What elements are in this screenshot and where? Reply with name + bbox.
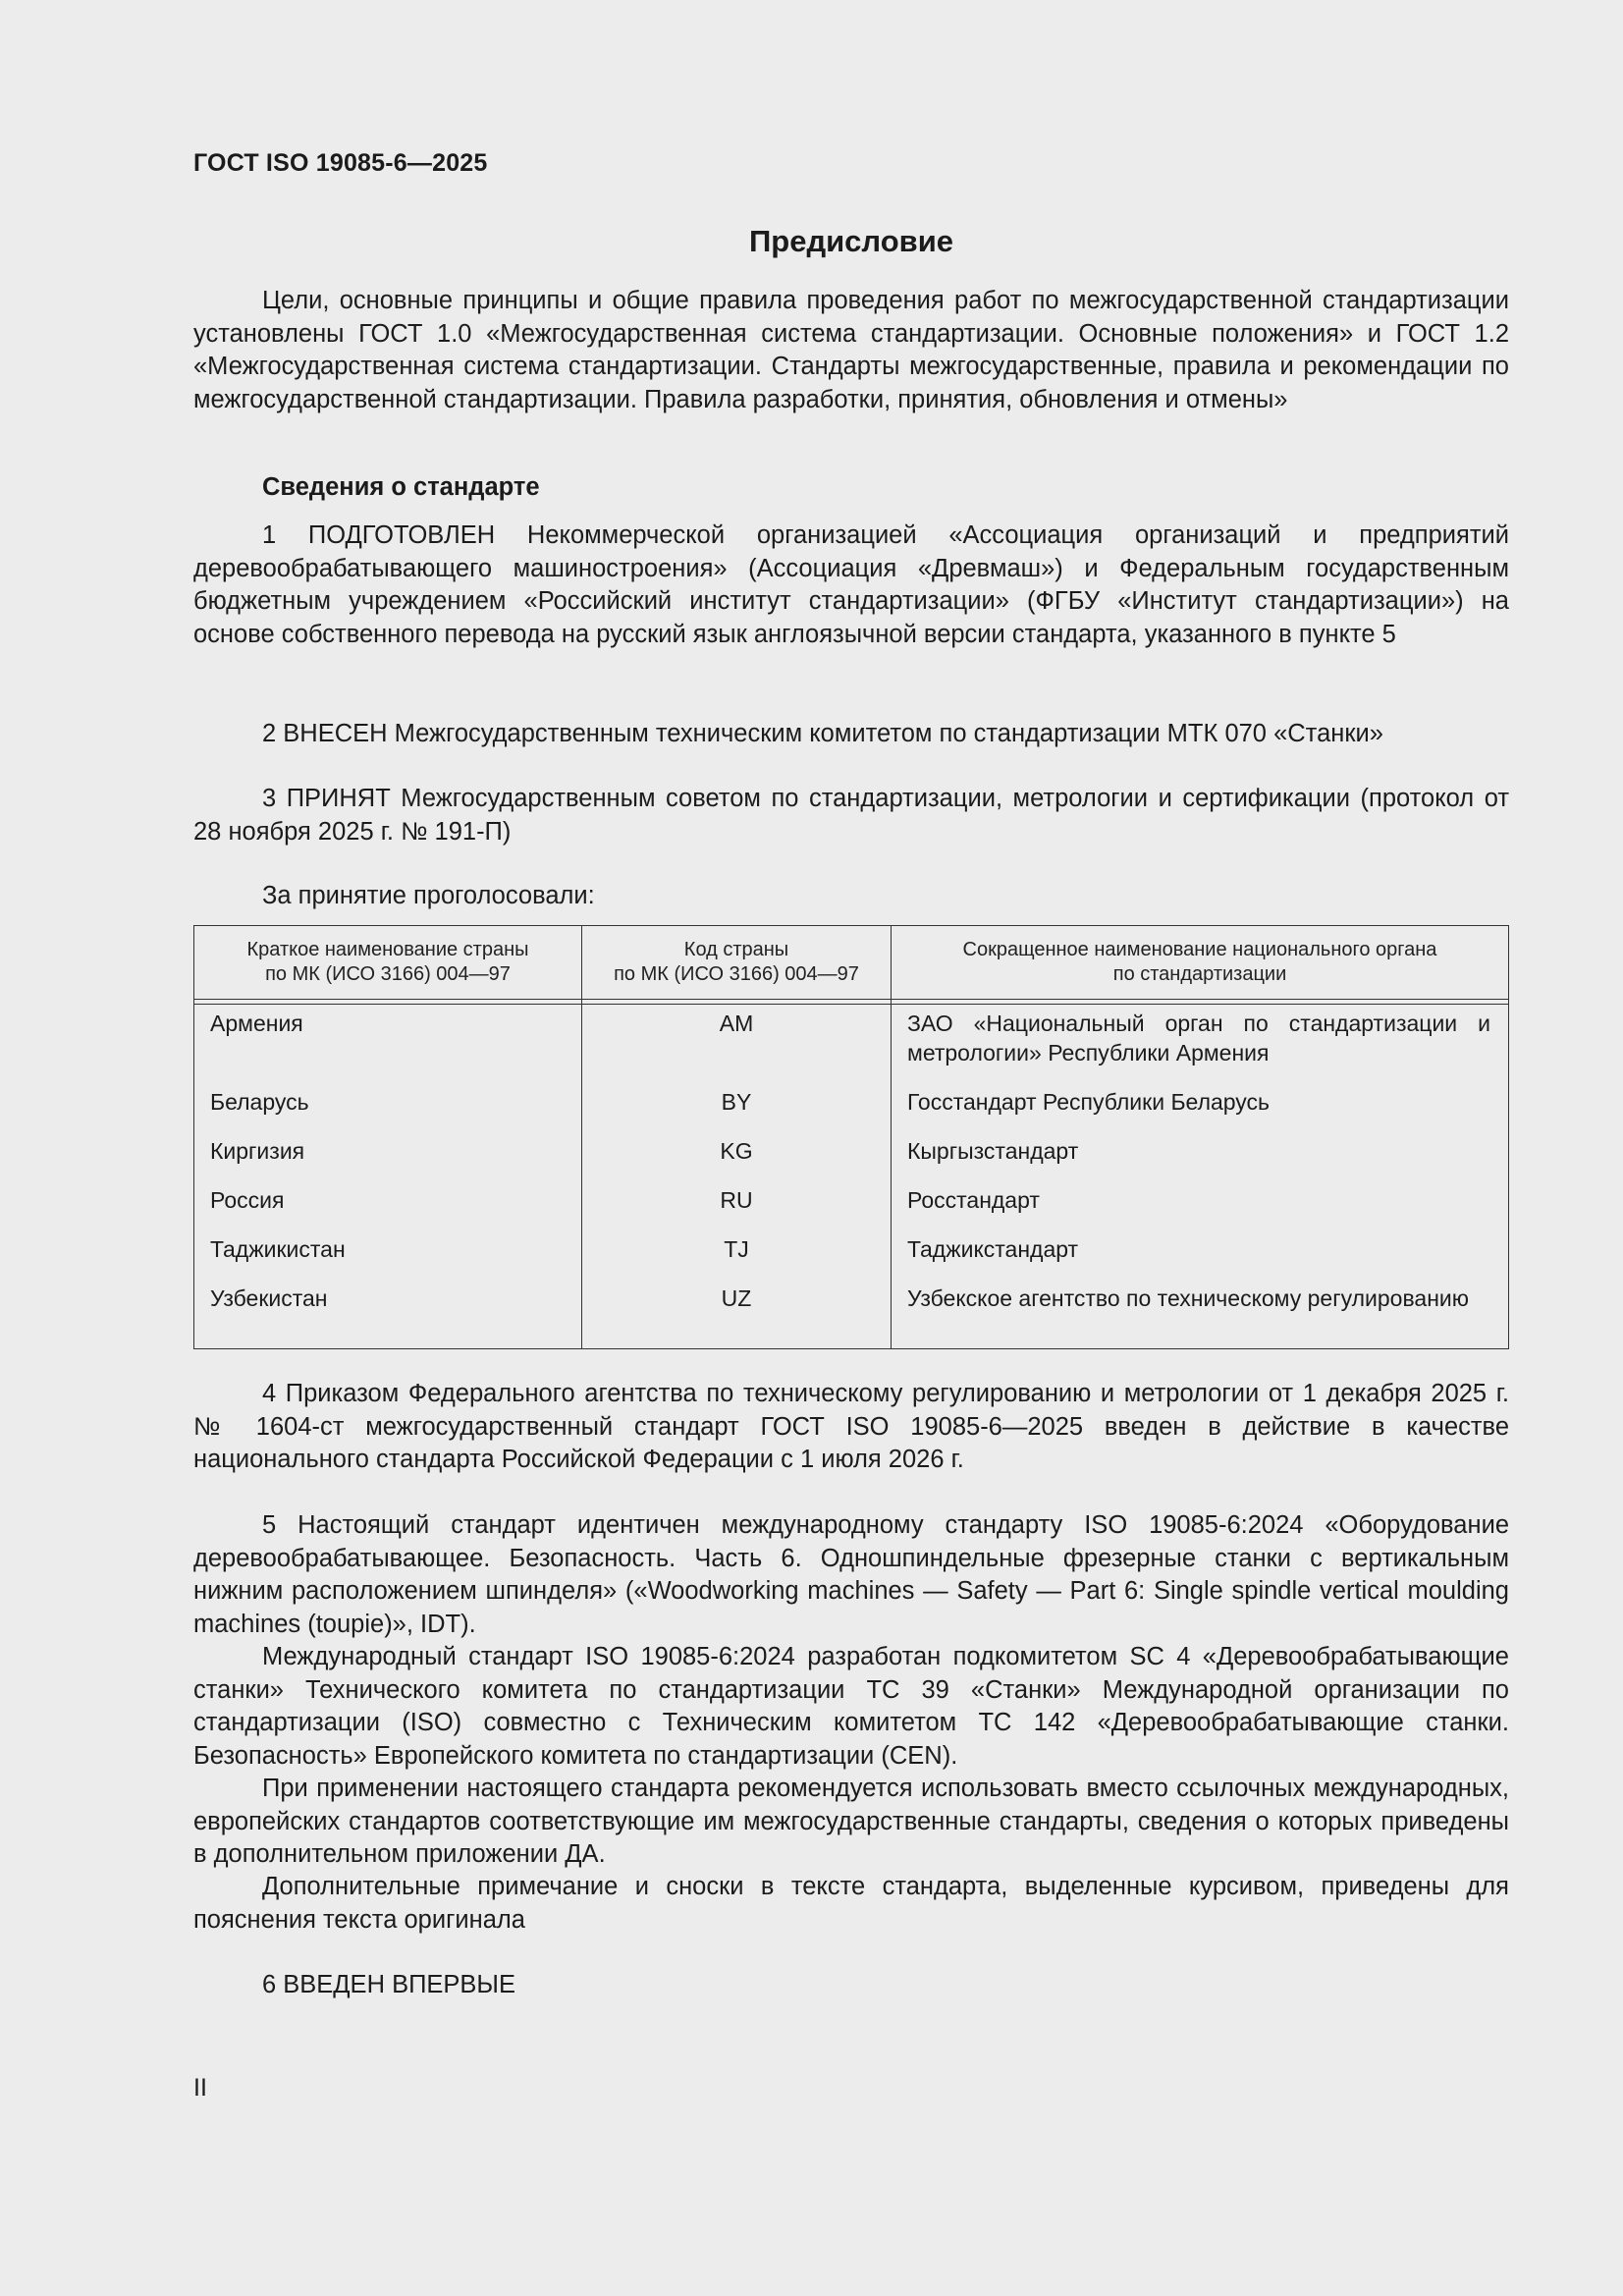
table-cell-org: ЗАО «Национальный орган по стандартизации и метрологии» Республики Армения: [907, 1011, 1490, 1066]
table-cell-country: Таджикистан: [210, 1236, 346, 1262]
table-header-code: [582, 938, 891, 987]
item-3-paragraph: 3 ПРИНЯТ Межгосударственным советом по стандартизации, метрологии и сертификации (протокол от 28 ноября 2025 г. № 191-П): [193, 785, 1509, 846]
vote-label: За принятие проголосовали:: [262, 882, 595, 909]
table-cell-org: Узбекское агентство по техническому регулированию: [907, 1285, 1470, 1311]
header-line: Краткое наименование страны: [246, 939, 529, 960]
document-code: ГОСТ ISO 19085-6—2025: [193, 149, 488, 177]
item-2-paragraph: 2 ВНЕСЕН Межгосударственным техническим комитетом по стандартизации МТК 070 «Станки»: [262, 720, 1383, 747]
table-cell-org: Кыргызстандарт: [907, 1138, 1079, 1164]
table-cell-country: Беларусь: [210, 1089, 309, 1115]
item-4-paragraph: 4 Приказом Федерального агентства по техническому регулированию и метрологии от 1 декабря 2025 г. № 1604-ст межгосударственный стандарт ГОСТ ISO 19085-6—2025 введен в действие в качестве национального стандарта Российской Федерации с 1 июля 2026 г.: [193, 1380, 1509, 1473]
table-cell-code: KG: [720, 1138, 753, 1164]
item-5-paragraph: 5 Настоящий стандарт идентичен международному стандарту ISO 19085-6:2024 «Оборудование деревообрабатывающее. Безопасность. Часть 6. Одношпиндельные фрезерные станки с вертикальным нижним расположением шпинделя» («Woodworking machines — Safety — Part 6: Single spindle vertical moulding machines (toupie)», IDT).: [193, 1511, 1509, 1638]
document-page: [193, 0, 1509, 2296]
table-header-country: [194, 938, 581, 987]
table-cell-code: BY: [721, 1089, 752, 1115]
table-cell-org: Госстандарт Республики Беларусь: [907, 1089, 1271, 1115]
page-title: Предисловие: [748, 224, 953, 258]
header-line: по МК (ИСО 3166) 004—97: [614, 963, 859, 985]
table-cell-code: AM: [719, 1011, 754, 1036]
table-cell-country: Узбекистан: [210, 1285, 328, 1311]
table-cell-country: Армения: [210, 1011, 303, 1036]
item-5-notes-paragraph: Дополнительные примечание и сноски в тексте стандарта, выделенные курсивом, приведены для пояснения текста оригинала: [193, 1873, 1509, 1934]
table-header-org: [892, 938, 1508, 987]
page-number: II: [193, 2074, 207, 2102]
item-5-iso-paragraph: Международный стандарт ISO 19085-6:2024 разработан подкомитетом SC 4 «Деревообрабатывающие станки» Технического комитета по стандартизации TC 39 «Станки» Международной организации по стандартизации (ISO) совместно с Техническим комитетом TC 142 «Деревообрабатывающие станки. Безопасность» Европейского комитета по стандартизации (CEN).: [193, 1643, 1509, 1770]
item-6-paragraph: 6 ВВЕДЕН ВПЕРВЫЕ: [262, 1971, 516, 1998]
table-cell-code: RU: [720, 1187, 753, 1213]
table-cell-org: Росстандарт: [907, 1187, 1040, 1213]
table-column-divider: [891, 926, 892, 1348]
item-5-application-paragraph: При применении настоящего стандарта рекомендуется использовать вместо ссылочных международных, европейских стандартов соответствующие им межгосударственные стандарты, сведения о которых приведены в дополнительном приложении ДА.: [193, 1775, 1509, 1868]
voting-table: [193, 925, 1509, 1349]
table-cell-code: UZ: [721, 1285, 752, 1311]
header-line: Код страны: [683, 939, 789, 960]
info-heading: Сведения о стандарте: [262, 473, 540, 501]
item-1-paragraph: 1 ПОДГОТОВЛЕН Некоммерческой организацией «Ассоциация организаций и предприятий деревообрабатывающего машиностроения» (Ассоциация «Древмаш») и Федеральным государственным бюджетным учреждением «Российский институт стандартизации» (ФГБУ «Институт стандартизации») на основе собственного перевода на русский язык англоязычной версии стандарта, указанного в пункте 5: [193, 521, 1509, 648]
table-cell-org: Таджикстандарт: [907, 1236, 1079, 1262]
table-cell-country: Киргизия: [210, 1138, 305, 1164]
table-cell-code: TJ: [724, 1236, 749, 1262]
header-line: по МК (ИСО 3166) 004—97: [265, 963, 511, 985]
intro-paragraph: Цели, основные принципы и общие правила проведения работ по межгосударственной стандартизации установлены ГОСТ 1.0 «Межгосударственная система стандартизации. Основные положения» и ГОСТ 1.2 «Межгосударственная система стандартизации. Стандарты межгосударственные, правила и рекомендации по межгосударственной стандартизации. Правила разработки, принятия, обновления и отмены»: [193, 287, 1509, 413]
table-cell-country: Россия: [210, 1187, 285, 1213]
header-line: Сокращенное наименование национального органа: [962, 939, 1437, 960]
table-header-separator: [194, 999, 1508, 1005]
header-line: по стандартизации: [1112, 963, 1287, 985]
